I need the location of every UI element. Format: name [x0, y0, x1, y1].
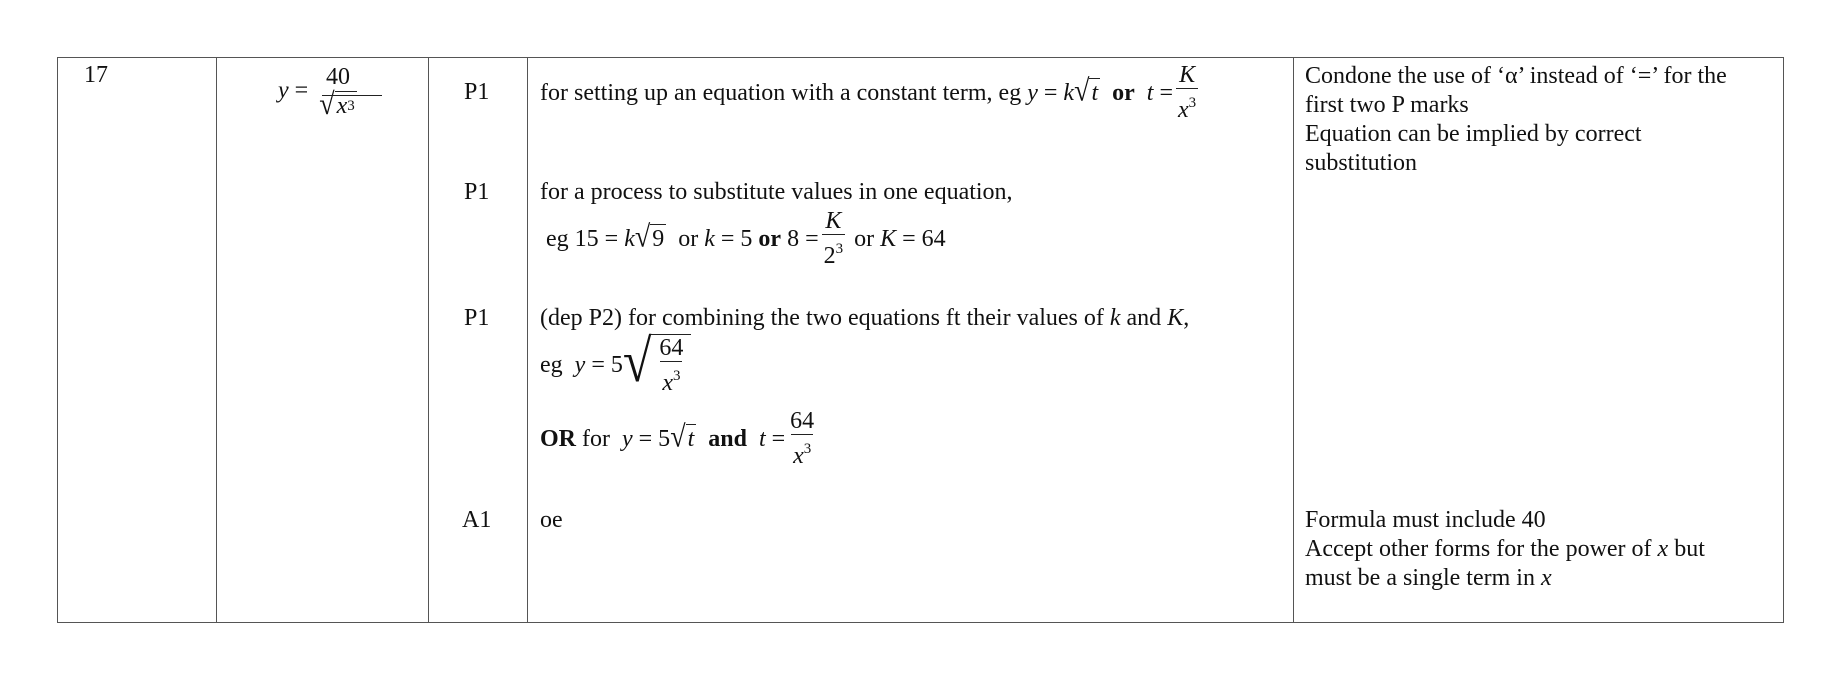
sqrt-symbol: √ 9	[634, 220, 665, 255]
note-text: or	[678, 225, 699, 252]
mark-note-p1-combine-example	[540, 329, 691, 397]
mark-code: P1	[464, 179, 490, 205]
exponent: 3	[835, 241, 844, 257]
sqrt-symbol: √ t	[670, 420, 695, 455]
math-var: k	[1063, 79, 1075, 106]
mark-note-p1-alternative	[540, 408, 819, 470]
fraction-numerator: K	[825, 208, 842, 234]
mark-note-p1-substitute: for a process to substitute values in one equation,	[540, 179, 1013, 205]
radicand: 9	[652, 226, 665, 252]
math-var: K	[880, 225, 897, 252]
column-divider	[1293, 58, 1294, 622]
guidance-text: first two P marks	[1305, 92, 1469, 118]
exponent: 3	[672, 368, 681, 384]
note-text: but	[1674, 536, 1705, 562]
sqrt-symbol: √ $\frac{64}{x^3}$	[623, 334, 692, 397]
mark-note-p1-substitute-example	[546, 208, 946, 270]
math-var: k	[704, 225, 715, 252]
fraction-denominator: 2	[823, 243, 836, 269]
math-var: x	[1657, 536, 1669, 562]
exponent: 3	[803, 441, 812, 457]
math-var: y	[1027, 79, 1038, 106]
column-divider	[527, 58, 528, 622]
note-text: eg	[540, 352, 563, 378]
math-fraction	[788, 408, 816, 470]
guidance-text	[1305, 564, 1552, 593]
math-var: t	[1146, 79, 1154, 106]
or-keyword: OR	[540, 425, 576, 452]
math-var: x	[1178, 97, 1189, 123]
math-var: t	[687, 426, 695, 452]
note-text: (dep P2) for combining the two equations ft their values of	[540, 305, 1104, 331]
answer-numerator: 40	[325, 64, 350, 90]
note-text: = 64	[902, 225, 946, 252]
math-var: t	[1091, 80, 1099, 106]
guidance-text: Formula must include 40	[1305, 507, 1546, 533]
guidance-text: substitution	[1305, 150, 1418, 176]
note-text: for	[582, 425, 610, 452]
math-var: x	[1540, 565, 1552, 591]
mark-code: P1	[464, 79, 490, 105]
note-text: must be a single term in	[1305, 565, 1535, 591]
math-var: y	[621, 425, 633, 452]
guidance-text: Condone the use of ‘α’ instead of ‘=’ for the	[1305, 63, 1727, 89]
or-keyword: or	[1112, 79, 1135, 106]
mark-scheme-table	[57, 57, 1784, 623]
sqrt-symbol: √ x 3	[319, 87, 355, 122]
math-var: k	[1109, 305, 1121, 331]
note-text: or	[854, 225, 875, 252]
answer-formula: y = 40 √ x 3	[278, 64, 362, 120]
mark-note-p1-setup: for setting up an equation with a constant term, eg y = k √ t or t = $\frac{K}{x^3}$	[540, 62, 1197, 123]
column-divider	[428, 58, 429, 622]
fraction-numerator: 64	[659, 335, 684, 361]
mark-note-a1: oe	[540, 507, 563, 533]
note-text: = 5	[720, 225, 753, 252]
exponent: 3	[1188, 95, 1197, 111]
math-var: t	[758, 425, 766, 452]
answer-fraction	[317, 64, 359, 120]
math-var: x	[662, 370, 673, 396]
answer-lhs: y	[278, 77, 289, 104]
note-text: ,	[1183, 305, 1190, 331]
math-var: y	[574, 352, 586, 378]
math-fraction	[822, 208, 846, 270]
guidance-text: Equation can be implied by correct	[1305, 121, 1642, 147]
sqrt-symbol: √ t	[1074, 74, 1099, 109]
answer-fraction-bar	[322, 95, 382, 96]
math-fraction	[1176, 62, 1198, 124]
note-text: 8 =	[787, 225, 819, 252]
math-fraction	[657, 335, 685, 397]
answer-exponent: 3	[347, 97, 355, 114]
fraction-numerator: 64	[790, 408, 815, 434]
fraction-numerator: K	[1179, 62, 1196, 88]
math-var: K	[1167, 305, 1184, 331]
note-text: = 5	[591, 352, 623, 378]
guidance-text	[1305, 535, 1705, 564]
and-keyword: and	[708, 425, 747, 452]
question-number: 17	[84, 62, 108, 88]
note-text: for setting up an equation with a constant term, eg	[540, 79, 1022, 106]
column-divider	[216, 58, 217, 622]
answer-radicand: x	[336, 92, 348, 119]
mark-code: A1	[462, 507, 492, 533]
mark-code: P1	[464, 305, 490, 331]
note-text: Accept other forms for the power of	[1305, 536, 1652, 562]
note-text: =	[771, 425, 786, 452]
math-var: x	[793, 443, 804, 469]
note-text: and	[1126, 305, 1162, 331]
note-text: eg 15 =	[546, 225, 619, 252]
math-var: k	[624, 225, 635, 252]
note-text: = 5	[638, 425, 671, 452]
or-keyword: or	[758, 225, 782, 252]
